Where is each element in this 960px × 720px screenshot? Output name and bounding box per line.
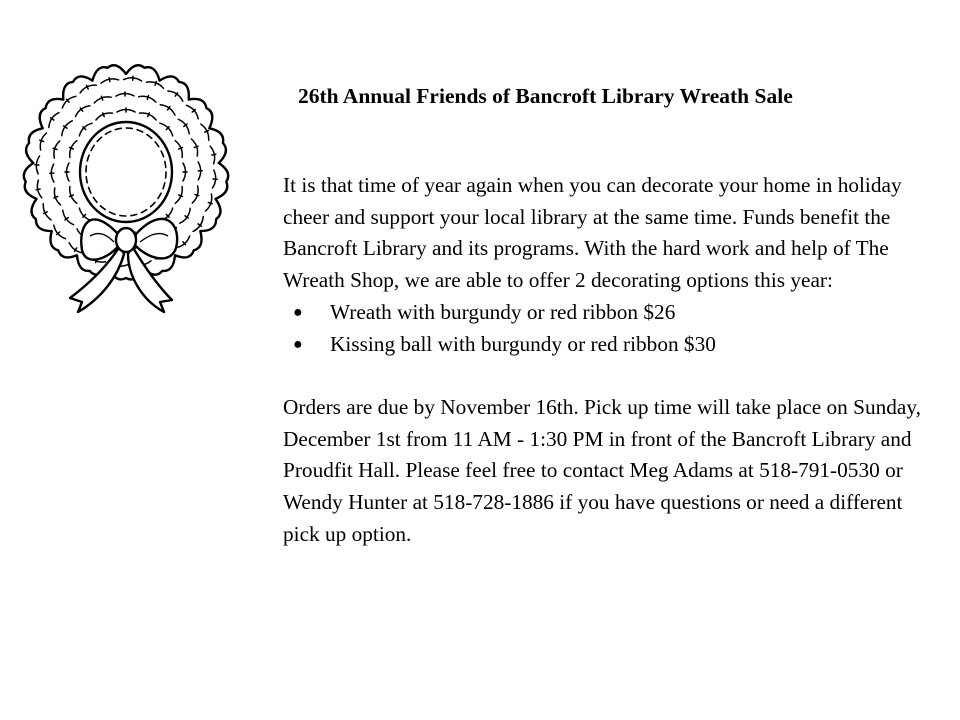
options-list	[283, 297, 933, 360]
wreath-icon	[20, 54, 246, 316]
bullet-icon: ●	[293, 303, 303, 321]
page-title: 26th Annual Friends of Bancroft Library Wreath Sale	[298, 84, 793, 108]
bullet-icon: ●	[293, 335, 303, 353]
intro-paragraph: It is that time of year again when you can decorate your home in holiday cheer and support your local library at the same time. Funds benefit the Bancroft Library and its programs. With the hard work and help of The Wreath Shop, we are able to offer 2 decorating options this year:	[283, 173, 902, 293]
option-text: Kissing ball with burgundy or red ribbon $30	[330, 331, 716, 356]
details-paragraph: Orders are due by November 16th. Pick up time will take place on Sunday, December 1st from 11 AM - 1:30 PM in front of the Bancroft Library and Proudfit Hall. Please feel free to contact Meg Adams at 518-791-0530 or Wendy Hunter at 518-728-1886 if you have questions or need a different pick up option.	[283, 394, 921, 546]
list-item	[283, 329, 933, 361]
announcement-body	[283, 170, 933, 550]
option-text: Wreath with burgundy or red ribbon $26	[330, 299, 676, 324]
list-item	[283, 297, 933, 329]
